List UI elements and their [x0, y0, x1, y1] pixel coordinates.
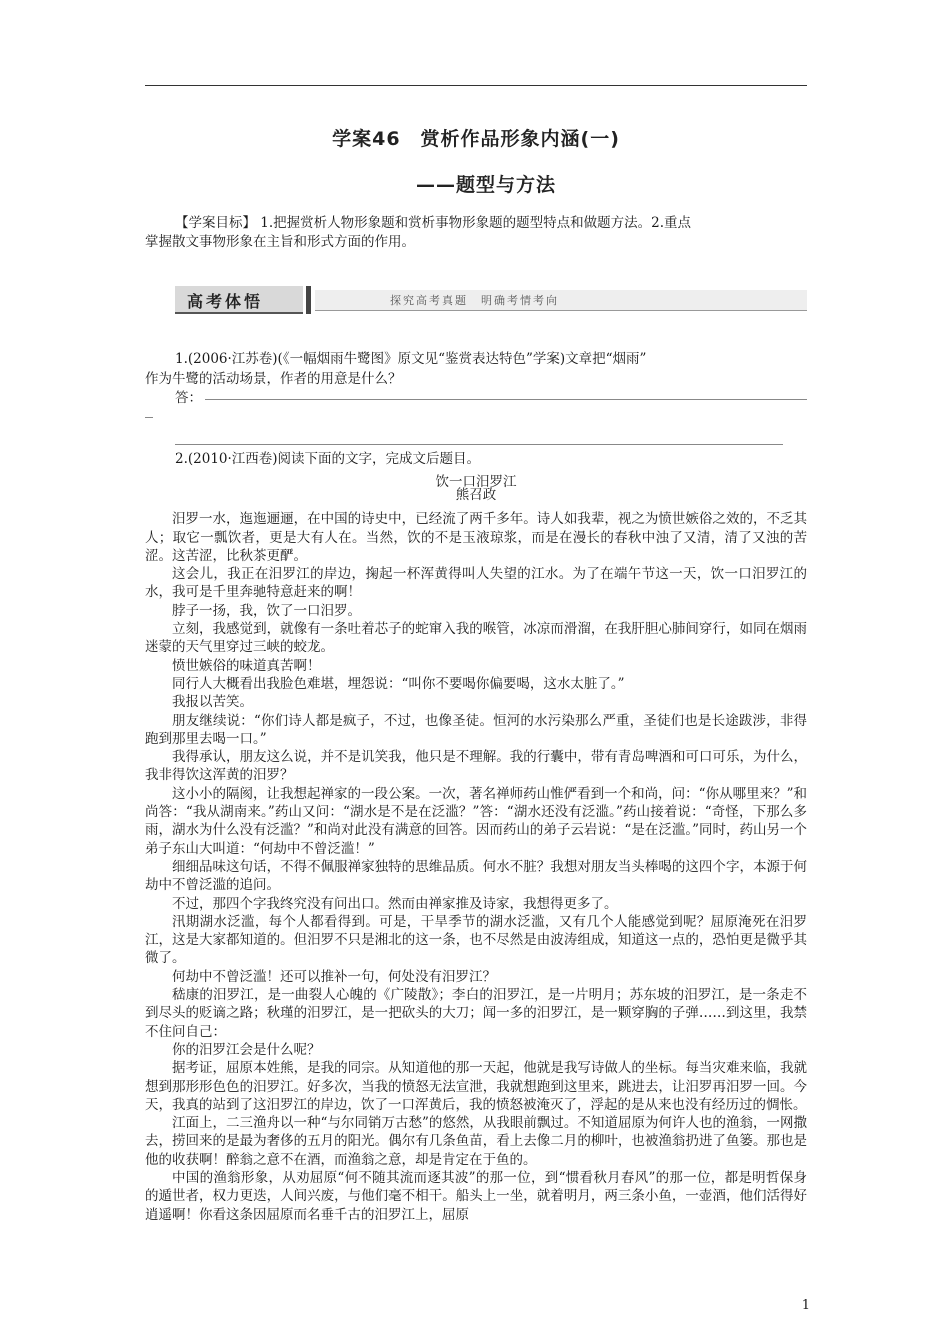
header-rule [145, 85, 807, 86]
banner-tagline: 探究高考真题 明确考情考向 [390, 294, 559, 307]
paragraph: 细细品味这句话，不得不佩服禅家独特的思维品质。何水不脏？我想对朋友当头棒喝的这四个字，本源于何劫中不曾泛滥的追问。 [145, 858, 807, 894]
page-number: 1 [801, 1298, 810, 1313]
article-title: 饮一口汨罗江 [435, 474, 517, 490]
goal-line2: 掌握散文事物形象在主旨和形式方面的作用。 [145, 234, 415, 250]
learning-goal [145, 214, 807, 252]
paragraph: 我报以苦笑。 [172, 694, 253, 711]
paragraph: 这会儿，我正在汨罗江的岸边，掬起一杯浑黄得叫人失望的江水。为了在端午节这一天，饮一口汨罗江的水，我可是千里奔驰特意赶来的啊！ [145, 566, 807, 601]
page-title: 学案46 赏析作品形象内涵(一) [332, 128, 620, 150]
paragraph: 何劫中不曾泛滥！还可以推补一句，何处没有汨罗江？ [172, 968, 496, 985]
banner-band [315, 290, 807, 311]
answer-line-1 [205, 399, 807, 400]
banner-heading: 高考体悟 [187, 292, 264, 311]
q1-answer-label: 答： [175, 390, 202, 406]
paragraph: 同行人大概看出我脸色难堪，埋怨说：“叫你不要喝你偏要喝，这水太脏了。” [172, 675, 625, 692]
paragraph: 嵇康的汨罗江，是一曲裂人心魄的《广陵散》；李白的汨罗江，是一片明月；苏东坡的汨罗江，是一条走不到尽头的贬谪之路；秋瑾的汨罗江，是一把砍头的大刀；闻一多的汨罗江，是一颗穿胸的子弹……到这里，我禁不住问自己： [145, 987, 807, 1040]
q2-intro: 2.(2010·江西卷)阅读下面的文字，完成文后题目。 [175, 451, 481, 467]
q1-line2: 作为牛鹭的活动场景，作者的用意是什么？ [145, 370, 402, 387]
q1-line1: 1.(2006·江苏卷)(《一幅烟雨牛鹭图》原文见“鉴赏表达特色”学案)文章把“烟雨” [175, 351, 647, 367]
question-2 [145, 450, 807, 470]
goal-label: 【学案目标】 [175, 215, 256, 231]
paragraph: 不过，那四个字我终究没有问出口。然而由禅家推及诗家，我想得更多了。 [172, 895, 618, 912]
banner-heading-box [175, 286, 303, 314]
paragraph: 我得承认，朋友这么说，并不是讥笑我，他只是不理解。我的行囊中，带有青岛啤酒和可口可乐，为什么，我非得饮这浑黄的汨罗？ [145, 749, 807, 784]
paragraph: 立刻，我感觉到，就像有一条吐着芯子的蛇窜入我的喉管，冰凉而滑溜，在我肝胆心肺间穿行，如同在烟雨迷蒙的天气里穿过三峡的蛟龙。 [145, 621, 807, 656]
banner-divider [306, 286, 311, 314]
answer-line-3 [175, 444, 783, 445]
article-body [145, 487, 807, 1224]
page-subtitle: ——题型与方法 [415, 174, 556, 196]
paragraph: 愤世嫉俗的味道真苦啊！ [172, 657, 321, 674]
paragraph: 据考证，屈原本姓熊，是我的同宗。从知道他的那一天起，他就是我写诗做人的坐标。每当灾难来临，我就想到那形形色色的汨罗江。好多次，当我的愤怒无法宣泄，我就想跑到这里来，跳进去，让汨罗再汨罗一回。今天，我真的站到了这汨罗江的岸边，饮了一口浑黄后，我的愤怒被淹灭了，浮起的是从来也没有经历过的惆怅。 [145, 1060, 807, 1113]
article-author: 熊召政 [455, 487, 497, 503]
answer-line-2-start [145, 417, 153, 418]
section-banner [175, 286, 807, 316]
paragraph: 这小小的隔阂，让我想起禅家的一段公案。一次，著名禅师药山惟俨看到一个和尚，问：“你从哪里来？”和尚答：“我从湖南来。”药山又问：“湖水是不是在泛滥？”答：“湖水还没有泛滥。”药山接着说：“奇怪，下那么多雨，湖水为什么没有泛滥？”和尚对此没有满意的回答。因而药山的弟子云岩说：“是在泛滥。”同时，药山另一个弟子东山大叫道：“何劫中不曾泛滥！” [145, 785, 807, 857]
paragraph: 脖子一扬，我，饮了一口汨罗。 [172, 602, 361, 619]
paragraph: 汛期湖水泛滥，每个人都看得到。可是，干旱季节的湖水泛滥，又有几个人能感觉到呢？屈原淹死在汨罗江，这是大家都知道的。但汨罗不只是湘北的这一条，也不尽然是由波涛组成，知道这一点的，恐怕更是微乎其微了。 [145, 913, 807, 967]
paragraph: 中国的渔翁形象，从劝屈原“何不随其流而逐其波”的那一位，到“惯看秋月春风”的那一位，都是明哲保身的遁世者，权力更迭，人间兴废，与他们毫不相干。船头上一坐，就着明月，两三条小鱼，一壶酒，他们活得好逍遥啊！你看这条因屈原而名垂千古的汨罗江上，屈原 [145, 1169, 807, 1223]
paragraph: 江面上，二三渔舟以一种“与尔同销万古愁”的悠然，从我眼前飘过。不知道屈原为何许人也的渔翁，一网撒去，捞回来的是最为奢侈的五月的阳光。偶尔有几条鱼苗，看上去像二月的柳叶，也被渔翁扔进了鱼篓。那也是他的收获啊！醉翁之意不在酒，而渔翁之意，却是肯定在于鱼的。 [145, 1115, 807, 1168]
goal-line1: 1.把握赏析人物形象题和赏析事物形象题的题型特点和做题方法。2.重点 [260, 215, 692, 231]
paragraph: 你的汨罗江会是什么呢？ [172, 1041, 321, 1058]
paragraph: 朋友继续说：“你们诗人都是疯子，不过，也像圣徒。恒河的水污染那么严重，圣徒们也是长途跋涉，非得跑到那里去喝一口。” [145, 712, 807, 747]
paragraph: 汨罗一水，迤迤逦逦，在中国的诗史中，已经流了两千多年。诗人如我辈，视之为愤世嫉俗之效的，不乏其人；取它一瓢饮者，更是大有人在。当然，饮的不是玉液琼浆，而是在漫长的春秋中浊了又清，清了又浊的苦涩。这苦涩，比秋茶更酽。 [145, 511, 807, 564]
